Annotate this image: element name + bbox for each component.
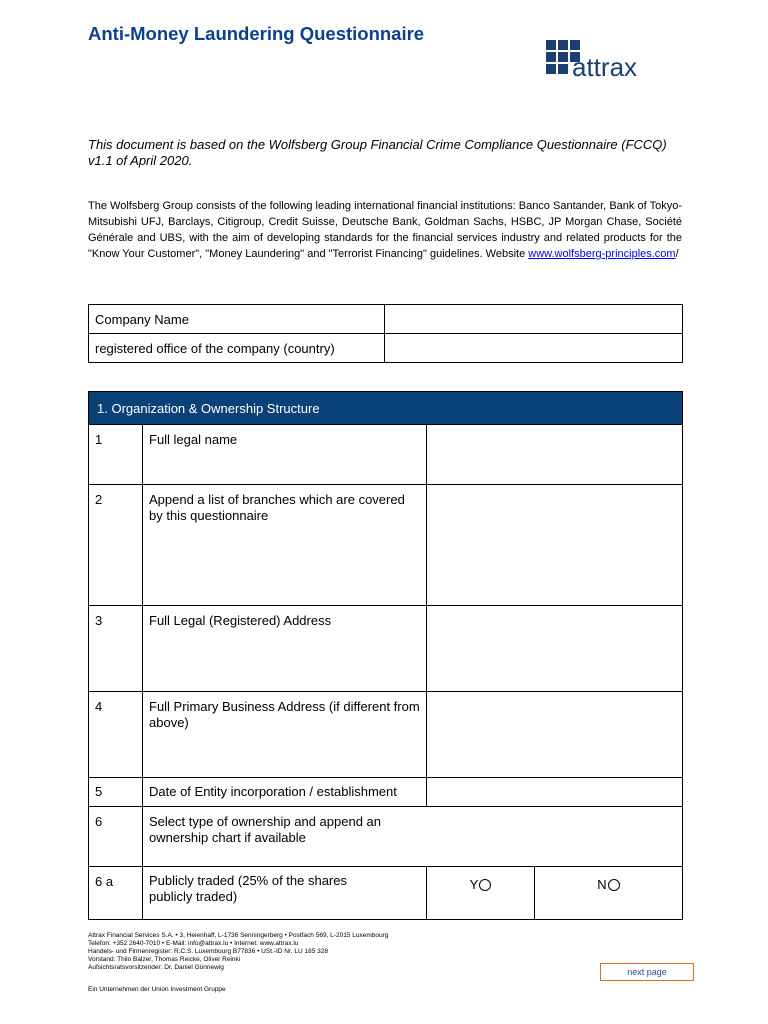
intro-text: This document is based on the Wolfsberg Group Financial Crime Compliance Questionnaire (FCCQ) v1.1 of April 2020. — [88, 137, 667, 168]
no-radio-icon[interactable] — [608, 879, 620, 891]
question-row — [89, 807, 683, 867]
question-label — [143, 807, 683, 867]
company-name-label: Company Name — [89, 305, 385, 334]
footer — [88, 932, 508, 994]
attrax-logo — [546, 40, 670, 80]
yes-label: Y — [469, 877, 479, 892]
company-name-row — [89, 305, 683, 334]
no-option[interactable] — [535, 867, 683, 920]
answer-field-business-address[interactable] — [427, 692, 683, 778]
question-row — [89, 425, 683, 485]
footer-address: Attrax Financial Services S.A. • 3, Heienhaff, L-1736 Senningerberg • Postfach 569, L-2015 Luxembourg — [88, 932, 389, 939]
question-row — [89, 606, 683, 692]
registered-office-label: registered office of the company (country) — [89, 334, 385, 363]
question-label: Full Primary Business Address (if different from above) — [143, 692, 427, 778]
question-number: 4 — [89, 692, 143, 778]
answer-field-registered-address[interactable] — [427, 606, 683, 692]
question-number: 1 — [89, 425, 143, 485]
website-suffix: / — [675, 248, 679, 260]
question-label: Date of Entity incorporation / establishment — [143, 778, 427, 807]
website-link[interactable]: www.wolfsberg-principles.com — [528, 248, 676, 260]
yes-option[interactable] — [427, 867, 535, 920]
questionnaire-table — [88, 391, 683, 920]
question-number: 5 — [89, 778, 143, 807]
section-header-row — [89, 392, 683, 425]
answer-field-full-legal-name[interactable] — [427, 425, 683, 485]
footer-contact: Telefon: +352 2640-7010 • E-Mail: info@attrax.lu • Internet: www.attrax.lu — [88, 940, 299, 947]
answer-field-branches[interactable] — [427, 485, 683, 606]
company-table — [88, 304, 683, 363]
registered-office-field[interactable] — [385, 334, 683, 363]
description-text: The Wolfsberg Group consists of the following leading international financial institutions: Banco Santander, Bank of Tokyo-Mitsubishi UFJ, Barclays, Citigroup, Credit Suisse, Deutsche Bank, Goldman Sachs, HSBC, JP Morgan Chase, Société Générale and UBS, with the aim of developing standards for the financial services industry and related products for the "Know Your Customer", "Money Laundering" and "Terrorist Financing" guidelines. — [88, 200, 682, 260]
next-page-button[interactable]: next page — [600, 963, 694, 981]
question-row — [89, 778, 683, 807]
answer-field-incorporation-date[interactable] — [427, 778, 683, 807]
question-label — [143, 867, 427, 920]
svg-text:attrax: attrax — [572, 52, 638, 80]
ownership-type-text: Select type of ownership and append an ownership chart if available — [149, 814, 382, 845]
footer-group: Ein Unternehmen der Union Investment Gruppe — [88, 986, 226, 993]
footer-board: Vorstand: Thilo Balzer, Thomas Reicke, Oliver Reinki — [88, 956, 241, 963]
section-title: 1. Organization & Ownership Structure — [89, 392, 683, 425]
question-row — [89, 692, 683, 778]
question-number: 3 — [89, 606, 143, 692]
document-title: Anti-Money Laundering Questionnaire — [88, 23, 425, 44]
question-row — [89, 867, 683, 920]
no-label: N — [597, 877, 607, 892]
question-label: Full legal name — [143, 425, 427, 485]
question-label: Full Legal (Registered) Address — [143, 606, 427, 692]
footer-supervisory: Aufsichtsratsvorsitzender: Dr. Daniel Günnewig — [88, 964, 224, 971]
question-row — [89, 485, 683, 606]
question-label: Append a list of branches which are covered by this questionnaire — [143, 485, 427, 606]
question-number: 6 — [89, 807, 143, 867]
question-number: 6 a — [89, 867, 143, 920]
registered-office-row — [89, 334, 683, 363]
publicly-traded-text: Publicly traded (25% of the shares publicly traded) — [149, 873, 347, 904]
question-number: 2 — [89, 485, 143, 606]
footer-register: Handels- und Firmenregister: R.C.S. Luxembourg B77836 • USt.-ID Nr. LU 185 328 — [88, 948, 328, 955]
yes-radio-icon[interactable] — [479, 879, 491, 891]
website-label: Website — [485, 248, 526, 260]
company-name-field[interactable] — [385, 305, 683, 334]
wolfsberg-description — [88, 198, 682, 262]
